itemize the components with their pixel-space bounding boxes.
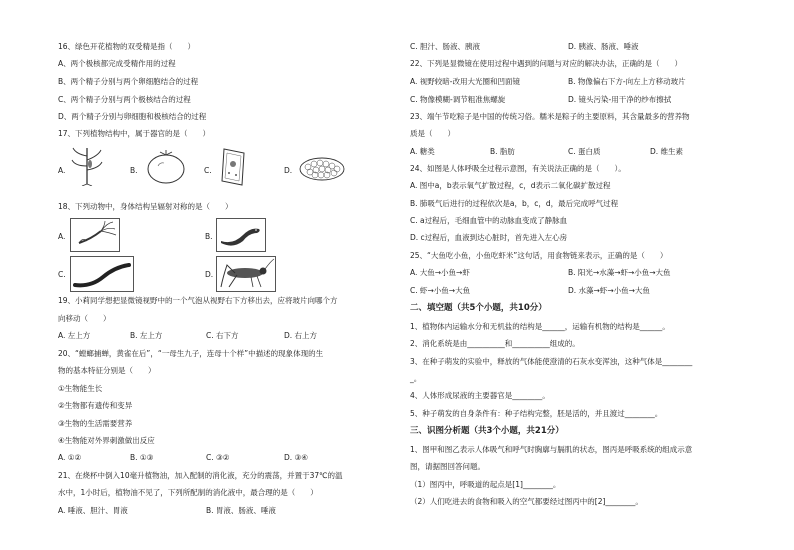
diagram-q1-sub1: （1）图丙中，呼吸道的起点是[1]________。 [410,480,561,489]
fill-blank-3-line2: _。 [410,374,422,383]
q17-option-a: A. [58,166,66,175]
q23-option-b: B. 脂肪 [490,147,515,156]
diagram-q1-line2: 图，请据图回答问题。 [410,462,485,471]
q24-option-a: A. 图中a，b表示氧气扩散过程，c，d表示二氧化碳扩散过程 [410,181,611,190]
q19-option-a: A. 左上方 [58,331,91,340]
q25-option-b: B. 阳光→水藻→虾→小鱼→大鱼 [568,268,671,277]
q24-option-c: C. a过程后，毛细血管中的动脉血变成了静脉血 [410,216,568,225]
q21-option-d: D. 胰液、肠液、唾液 [568,42,639,51]
section-2-title: 二、填空题（共5个小题，共10分） [410,303,547,313]
q17-option-d: D. [284,166,293,175]
q21-option-a: A. 唾液、胆汁、胃液 [58,506,128,515]
q25-option-d: D. 水藻→虾→小鱼→大鱼 [568,286,650,295]
q25-stem: 25、“大鱼吃小鱼，小鱼吃虾米”这句话，用食物链来表示，正确的是（ ） [410,251,668,260]
q18-stem: 18、下列动物中，身体结构呈辐射对称的是（ ） [58,202,233,211]
q23-option-d: D. 维生素 [650,147,684,156]
q17-option-c: C. [204,166,212,175]
q20-stem-line2: 物的基本特征分别是（ ） [58,366,156,375]
q16-option-c: C、两个精子分别与两个极核结合的过程 [58,95,191,104]
q22-stem: 22、下列是显微镜在使用过程中遇到的问题与对应的解决办法，正确的是（ ） [410,59,683,68]
q25-option-a: A. 大鱼→小鱼→虾 [410,268,470,277]
q24-option-b: B. 肺吸气后进行的过程依次是a，b，c，d，最后完成呼气过程 [410,199,619,208]
q20-option-a: A. ①② [58,453,82,462]
q20-stem-line1: 20、“螳螂捕蝉，黄雀在后”，“一母生九子，连母十个样”中描述的现象体现的生 [58,349,324,358]
q20-option-b: B. ①③ [130,453,154,462]
q19-stem-line1: 19、小莉同学想把显微镜视野中的一个气泡从视野右下方移出去，应将玻片向哪个方 [58,296,338,305]
diagram-q1-sub2: （2）人们吃进去的食物和吸入的空气都要经过图丙中的[2]________。 [410,497,643,506]
q21-option-c: C. 胆汁、肠液、胰液 [410,42,481,51]
q16-option-b: B、两个精子分别与两个卵细胞结合的过程 [58,77,199,86]
cell-tissue-image [298,156,346,182]
q18-option-c: C. [58,270,66,279]
q16-stem: 16、绿色开花植物的双受精是指（ ） [58,42,196,51]
q20-item-4: ④生物能对外界刺激做出反应 [58,436,155,445]
q16-option-d: D、两个精子分别与卵细胞和极核结合的过程 [58,112,207,121]
q20-option-d: D. ③④ [284,453,308,462]
q22-option-d: D. 镜头污染-用干净的纱布擦拭 [568,95,672,104]
q19-option-d: D. 右上方 [284,331,318,340]
tomato-fruit-image [146,150,186,184]
fill-blank-2: 2、消化系统是由__________和__________组成的。 [410,339,580,348]
q23-stem-line1: 23、端午节吃粽子是中国的传统习俗。糯米是粽子的主要原料，其含量最多的营养物 [410,112,690,121]
q21-stem-line1: 21、在烧杯中倒入10毫升植物油，加入配制的消化液，充分的震荡，并置于37℃的温 [58,471,343,480]
fill-blank-3-line1: 3、在种子萌发的实验中，释放的气体能使澄清的石灰水变浑浊，这种气体是________ [410,357,693,366]
q24-option-d: D. c过程后，血液到达心脏时，首先进入左心房 [410,233,568,242]
q20-option-c: C. ③② [206,453,230,462]
q17-stem: 17、下列植物结构中，属于器官的是（ ） [58,129,211,138]
q19-option-b: B. 左上方 [130,331,163,340]
q23-option-c: C. 蛋白质 [568,147,601,156]
fill-blank-4: 4、人体形成尿液的主要器官是________。 [410,391,550,400]
diagram-q1-line1: 1、图甲和图乙表示人体吸气和呼气时胸廓与膈肌的状态，图丙是呼吸系统的组成示意 [410,445,693,454]
planarian-image [216,218,266,252]
q23-option-a: A. 糖类 [410,147,435,156]
q22-option-b: B. 物像偏右下方-向左上方移动玻片 [568,77,686,86]
q24-stem: 24、如图是人体呼吸全过程示意图，有关说法正确的是（ ）。 [410,164,626,173]
fill-blank-1: 1、植物体内运输水分和无机盐的结构是______，运输有机物的结构是______。 [410,322,670,331]
section-3-title: 三、识图分析题（共3个小题，共21分） [410,426,564,436]
fill-blank-5: 5、种子萌发的自身条件有：种子结构完整，胚是活的，并且渡过________。 [410,409,663,418]
q17-option-b: B. [130,166,138,175]
q25-option-c: C. 虾→小鱼→大鱼 [410,286,471,295]
q18-option-d: D. [205,270,214,279]
q23-stem-line2: 质是（ ） [410,129,455,138]
q20-item-3: ③生物的生活需要营养 [58,419,133,428]
earthworm-image [70,256,134,292]
q21-option-b: B. 胃液、肠液、唾液 [206,506,276,515]
q22-option-c: C. 物像模糊-调节粗准焦螺旋 [410,95,506,104]
q19-stem-line2: 向移动（ ） [58,314,111,323]
q18-option-b: B. [205,232,213,241]
hydra-image [70,218,120,252]
corn-plant-image [70,144,104,186]
q19-option-c: C. 右下方 [206,331,239,340]
q20-item-2: ②生物都有遗传和变异 [58,401,133,410]
plant-cell-image [218,147,248,187]
q16-option-a: A、两个极核都完成受精作用的过程 [58,59,176,68]
q20-item-1: ①生物能生长 [58,384,103,393]
q18-option-a: A. [58,232,66,241]
q21-stem-line2: 水中，1小时后，植物油不见了，下列所配制的消化液中，最合理的是（ ） [58,488,318,497]
grasshopper-image [216,256,276,292]
q22-option-a: A. 视野较暗-改用大光圈和凹面镜 [410,77,520,86]
